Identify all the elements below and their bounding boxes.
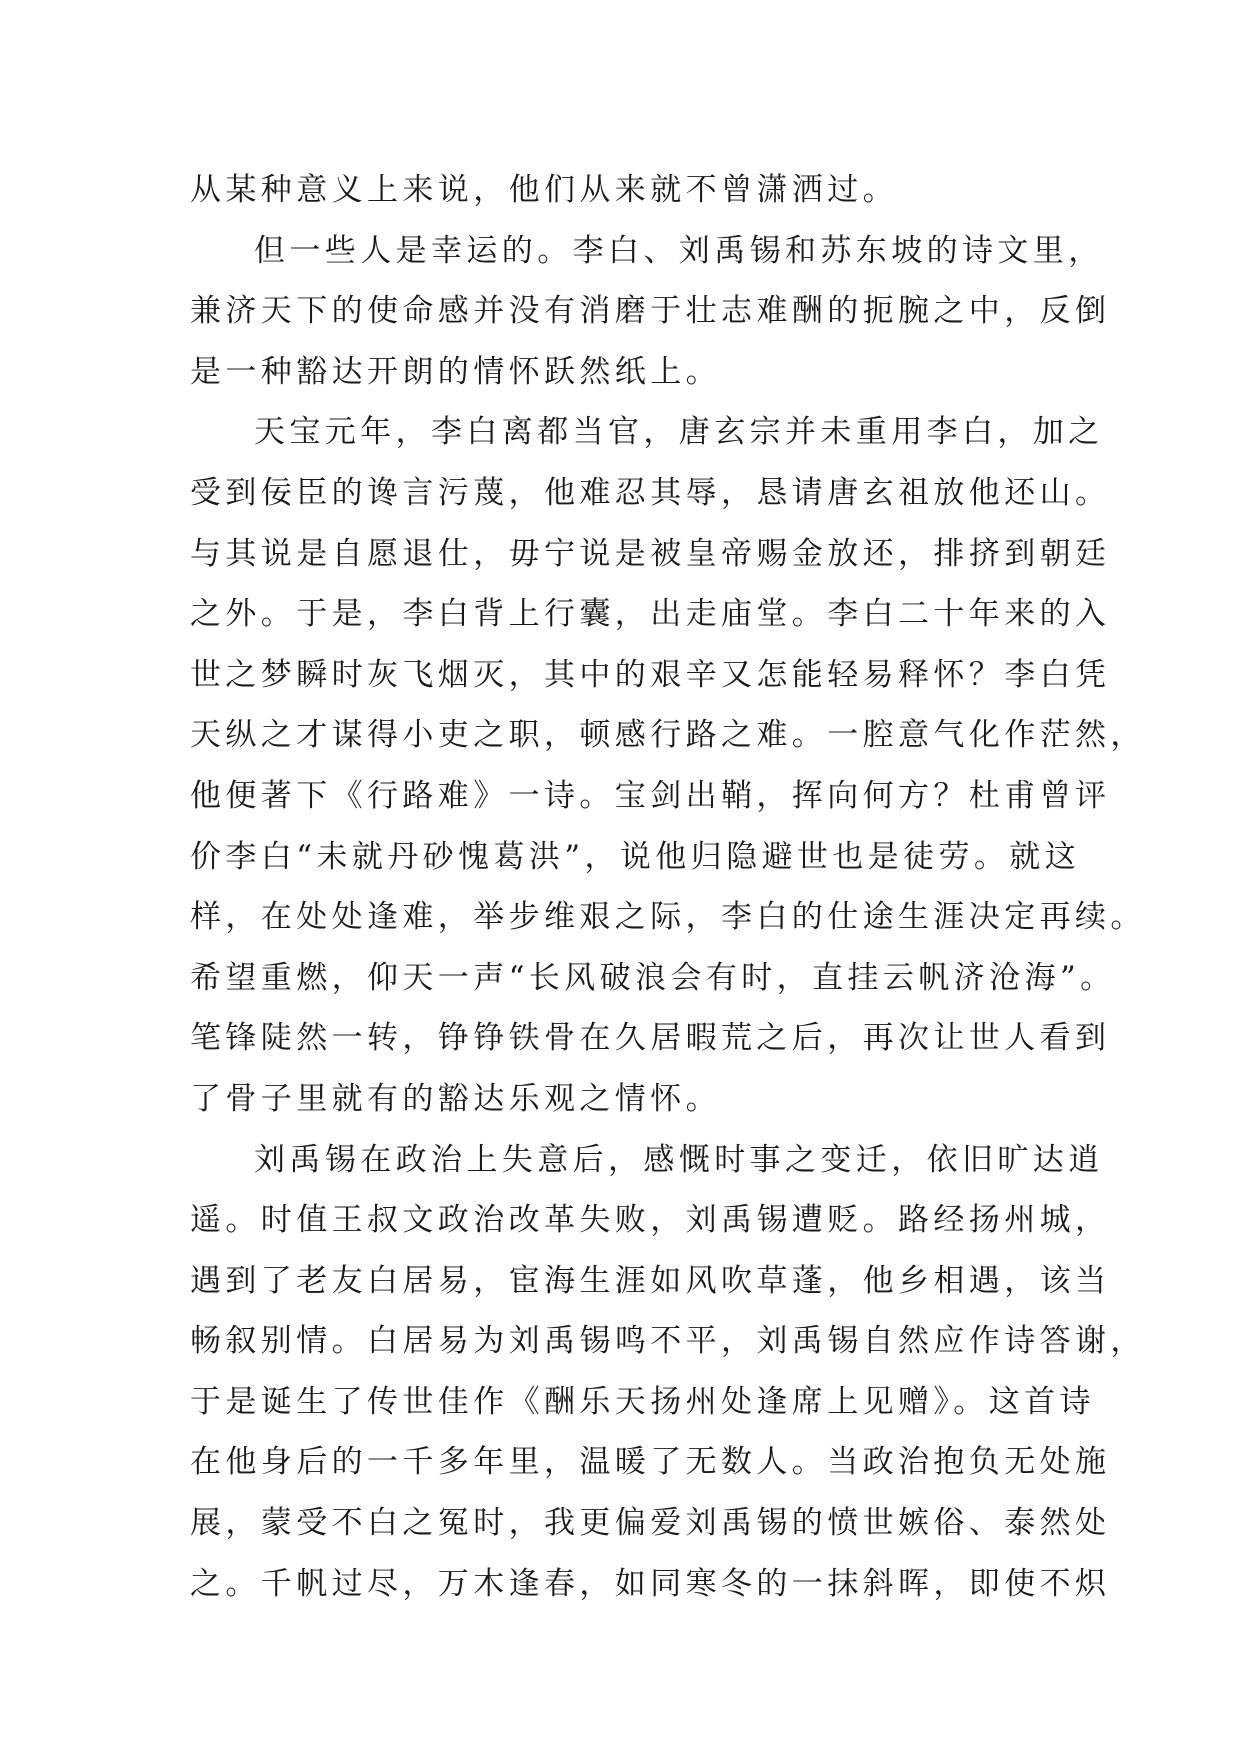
- text-line: 了骨子里就有的豁达乐观之情怀。: [190, 1080, 721, 1117]
- text-line: 于是诞生了传世佳作《酬乐天扬州处逢席上见赠》。这首诗: [190, 1383, 1095, 1420]
- text-line: 展，蒙受不白之冤时，我更偏爱刘禹锡的愤世嫉俗、泰然处: [190, 1505, 1111, 1542]
- text-line: 受到佞臣的谗言污蔑，他难忍其辱，恳请唐玄祖放他还山。: [190, 474, 1111, 511]
- text-line: 希望重燃，仰天一声“长风破浪会有时，直挂云帆济沧海”。: [190, 959, 1116, 996]
- text-line: 价李白“未就丹砂愧葛洪”，说他归隐避世也是徒劳。就这: [190, 838, 1081, 875]
- text-line: 兼济天下的使命感并没有消磨于壮志难酬的扼腕之中，反倒: [190, 293, 1111, 330]
- text-line: 之外。于是，李白背上行囊，出走庙堂。李白二十年来的入: [190, 596, 1111, 633]
- text-line: 与其说是自愿退仕，毋宁说是被皇帝赐金放还，排挤到朝廷: [190, 535, 1111, 572]
- text-line: 从某种意义上来说，他们从来就不曾潇洒过。: [190, 172, 898, 208]
- text-line: 之。千帆过尽，万木逢春，如同寒冬的一抹斜晖，即使不炽: [190, 1565, 1111, 1602]
- text-line: 他便著下《行路难》一诗。宝剑出鞘，挥向何方？杜甫曾评: [190, 777, 1111, 814]
- text-line: 是一种豁达开朗的情怀跃然纸上。: [190, 353, 721, 390]
- text-line: 天纵之才谋得小吏之职，顿感行路之难。一腔意气化作茫然，: [190, 717, 1146, 754]
- paragraph-start-line: 刘禹锡在政治上失意后，感慨时事之变迁，依旧旷达逍: [254, 1141, 1104, 1178]
- text-line: 遇到了老友白居易，宦海生涯如风吹草蓬，他乡相遇，该当: [190, 1262, 1111, 1299]
- paragraph-start-line: 天宝元年，李白离都当官，唐玄宗并未重用李白，加之: [254, 414, 1104, 451]
- text-line: 畅叙别情。白居易为刘禹锡鸣不平，刘禹锡自然应作诗答谢，: [190, 1323, 1146, 1360]
- text-line: 世之梦瞬时灰飞烟灭，其中的艰辛又怎能轻易释怀？李白凭: [190, 656, 1111, 693]
- paragraph-start-line: 但一些人是幸运的。李白、刘禹锡和苏东坡的诗文里，: [254, 232, 1104, 269]
- text-line: 遥。时值王叔文政治改革失败，刘禹锡遭贬。路经扬州城，: [190, 1202, 1111, 1239]
- text-line: 样，在处处逢难，举步维艰之际，李白的仕途生涯决定再续。: [190, 899, 1146, 936]
- body-text: [190, 160, 1146, 1614]
- text-line: 在他身后的一千多年里，温暖了无数人。当政治抱负无处施: [190, 1444, 1111, 1481]
- text-line: 笔锋陡然一转，铮铮铁骨在久居暇荒之后，再次让世人看到: [190, 1020, 1111, 1057]
